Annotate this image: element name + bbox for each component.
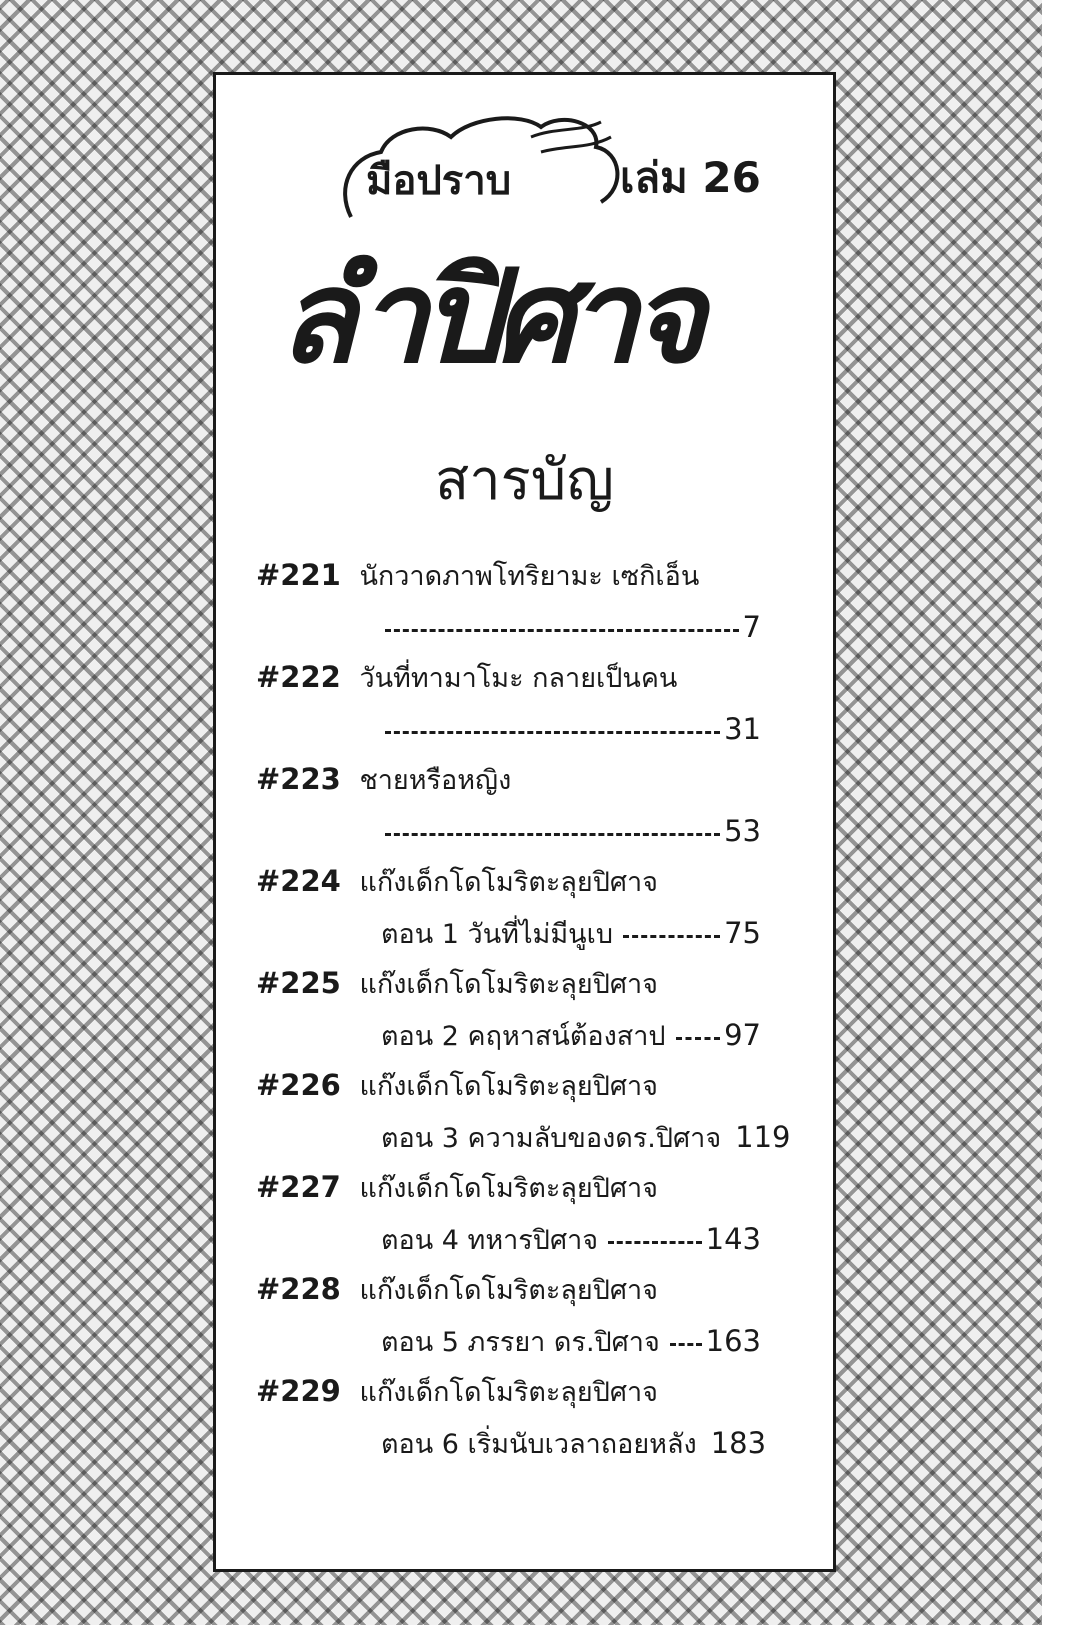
entry-page-row	[381, 1112, 791, 1162]
entry-title-row	[256, 958, 658, 1008]
series-title-large: ลำปิศาจ	[278, 243, 698, 392]
episode-number: #221	[256, 558, 341, 592]
entry-title-row	[256, 1060, 658, 1110]
dot-leader	[385, 833, 720, 836]
episode-title: แก๊งเด็กโดโมริตะลุยปิศาจ	[359, 969, 658, 1000]
episode-subtitle: ตอน 2 คฤหาสน์ต้องสาป	[381, 1020, 666, 1052]
toc-title: สารบัญ	[435, 448, 614, 513]
entry-page-row	[381, 1418, 767, 1468]
episode-title: ชายหรือหญิง	[359, 765, 512, 796]
entry-title-row	[256, 1366, 658, 1416]
episode-number: #225	[256, 966, 341, 1000]
dot-leader	[385, 629, 739, 632]
page-number: 53	[724, 814, 761, 848]
dot-leader	[676, 1037, 721, 1040]
dot-leader	[608, 1241, 702, 1244]
entry-page-row	[381, 1010, 761, 1060]
page-number: 7	[742, 610, 761, 644]
entry-title-row	[256, 1162, 658, 1212]
episode-title: แก๊งเด็กโดโมริตะลุยปิศาจ	[359, 1071, 658, 1102]
episode-number: #229	[256, 1374, 341, 1408]
entry-page-row	[381, 806, 761, 856]
page-edge	[1042, 0, 1080, 1625]
entry-title-row	[256, 856, 658, 906]
dot-leader	[623, 935, 720, 938]
page-number: 119	[735, 1120, 791, 1154]
logo-header	[216, 75, 833, 435]
episode-subtitle: ตอน 4 ทหารปิศาจ	[381, 1224, 599, 1256]
toc-entry-229	[216, 1366, 833, 1570]
episode-title: วันที่ทามาโมะ กลายเป็นคน	[359, 663, 678, 694]
episode-number: #226	[256, 1068, 341, 1102]
toc-panel	[213, 72, 836, 1572]
episode-subtitle: ตอน 5 ภรรยา ดร.ปิศาจ	[381, 1326, 660, 1358]
entry-page-row	[381, 1214, 761, 1264]
episode-number: #222	[256, 660, 341, 694]
episode-number: #223	[256, 762, 341, 796]
episode-title: แก๊งเด็กโดโมริตะลุยปิศาจ	[359, 1275, 658, 1306]
episode-subtitle: ตอน 6 เริ่มนับเวลาถอยหลัง	[381, 1428, 697, 1460]
series-title-small: มือปราบ	[366, 158, 512, 204]
episode-title: แก๊งเด็กโดโมริตะลุยปิศาจ	[359, 867, 658, 898]
dot-leader	[670, 1343, 702, 1346]
episode-title: นักวาดภาพโทริยามะ เซกิเอ็น	[359, 561, 700, 592]
episode-number: #224	[256, 864, 341, 898]
episode-title: แก๊งเด็กโดโมริตะลุยปิศาจ	[359, 1173, 658, 1204]
entry-title-row	[256, 550, 699, 600]
episode-subtitle: ตอน 3 ความลับของดร.ปิศาจ	[381, 1122, 722, 1154]
episode-subtitle: ตอน 1 วันที่ไม่มีนูเบ	[381, 918, 613, 950]
entry-page-row	[381, 1316, 761, 1366]
page-number: 183	[710, 1426, 767, 1460]
page-number: 31	[724, 712, 761, 746]
volume-label: เล่ม 26	[620, 153, 761, 202]
page-number: 143	[705, 1222, 761, 1256]
entry-title-row	[256, 1264, 658, 1314]
page-number: 163	[705, 1324, 761, 1358]
entry-title-row	[256, 652, 677, 702]
entry-page-row	[381, 704, 761, 754]
page-number: 75	[724, 916, 761, 950]
episode-number: #228	[256, 1272, 341, 1306]
episode-number: #227	[256, 1170, 341, 1204]
page-number: 97	[724, 1018, 761, 1052]
entry-page-row	[381, 602, 761, 652]
entry-page-row	[381, 908, 761, 958]
dot-leader	[385, 731, 720, 734]
episode-title: แก๊งเด็กโดโมริตะลุยปิศาจ	[359, 1377, 658, 1408]
entry-title-row	[256, 754, 511, 804]
